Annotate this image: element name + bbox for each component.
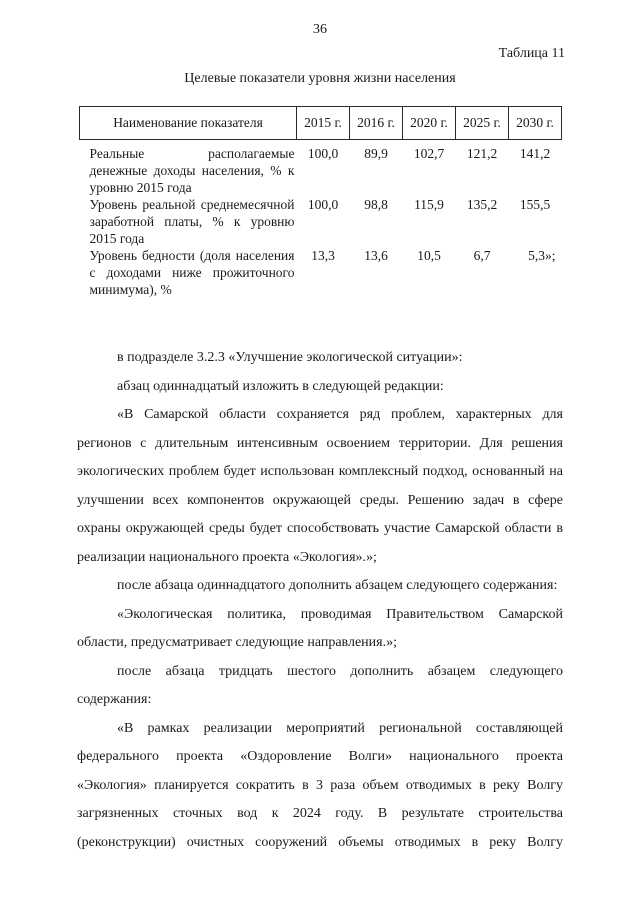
paragraph-ecology-problems: «В Самарской области сохраняется ряд проблем, характерных для регионов с длительным интенсивным освоением территории. Для решения экологических проблем будет использован комплексный подход, основанный на улучшении всех компонентов окружающей среды. Решению задач в сфере охраны окружающей среды будет способствовать участие Самарской области в реализации национального проекта «Экология».»;: [77, 407, 563, 565]
cell-value: 121,2: [466, 146, 498, 161]
header-year-2016: 2016 г.: [350, 107, 403, 140]
cell-value: 141,2: [519, 146, 551, 161]
row-name-real-wage: Уровень реальной среднемесячной заработной платы, % к уровню 2015 года: [89, 197, 295, 246]
cell-value: 100,0: [307, 197, 339, 212]
cell-value: 6,7: [473, 248, 491, 263]
paragraph-subsection-ref: в подразделе 3.2.3 «Улучшение экологической ситуации»:: [117, 350, 463, 365]
cell-value: 155,5: [519, 197, 551, 212]
cell-value: 5,3»;: [528, 248, 556, 263]
header-year-2025: 2025 г.: [456, 107, 509, 140]
cell-value: 10,5: [417, 248, 441, 263]
cell-value: 13,3: [311, 248, 335, 263]
document-body: [77, 344, 563, 857]
paragraph-volga-project: «В рамках реализации мероприятий региональной составляющей федерального проекта «Оздоровление Волги» национального проекта «Экология» планируется сократить в 3 раза объем отводимых в реку Волгу загрязненных сточных вод к 2024 году. В результате строительства (реконструкции) очистных сооружений объемы отводимых в реку Волгу: [77, 720, 563, 850]
header-year-2030: 2030 г.: [509, 107, 562, 140]
row-name-poverty-level: Уровень бедности (доля населения с доходами ниже прожиточного минимума), %: [89, 248, 295, 297]
header-year-2015: 2015 г.: [297, 107, 350, 140]
header-indicator-name: Наименование показателя: [80, 107, 297, 140]
paragraph-add-instruction: после абзаца одиннадцатого дополнить абзацем следующего содержания:: [117, 578, 558, 593]
table-row: [80, 140, 562, 197]
cell-value: 102,7: [413, 146, 445, 161]
cell-value: 100,0: [307, 146, 339, 161]
row-name-real-income: Реальные располагаемые денежные доходы населения, % к уровню 2015 года: [89, 146, 295, 195]
table-header-row: [80, 107, 562, 140]
table-row: [80, 196, 562, 247]
cell-value: 135,2: [466, 197, 498, 212]
page-number: 36: [313, 22, 327, 37]
cell-value: 115,9: [414, 197, 444, 212]
paragraph-add-instruction-2: после абзаца тридцать шестого дополнить абзацем следующего содержания:: [77, 663, 563, 707]
header-year-2020: 2020 г.: [403, 107, 456, 140]
table-title: Целевые показатели уровня жизни населения: [184, 71, 456, 86]
paragraph-ecology-policy: «Экологическая политика, проводимая Правительством Самарской области, предусматривает следующие направления.»;: [77, 606, 563, 650]
cell-value: 13,6: [364, 248, 388, 263]
paragraph-edit-instruction: абзац одиннадцатый изложить в следующей редакции:: [117, 378, 444, 394]
cell-value: 89,9: [364, 146, 388, 161]
table-label: Таблица 11: [498, 46, 565, 61]
indicators-table: [79, 106, 562, 298]
table-row: [80, 247, 562, 298]
cell-value: 98,8: [364, 197, 388, 212]
